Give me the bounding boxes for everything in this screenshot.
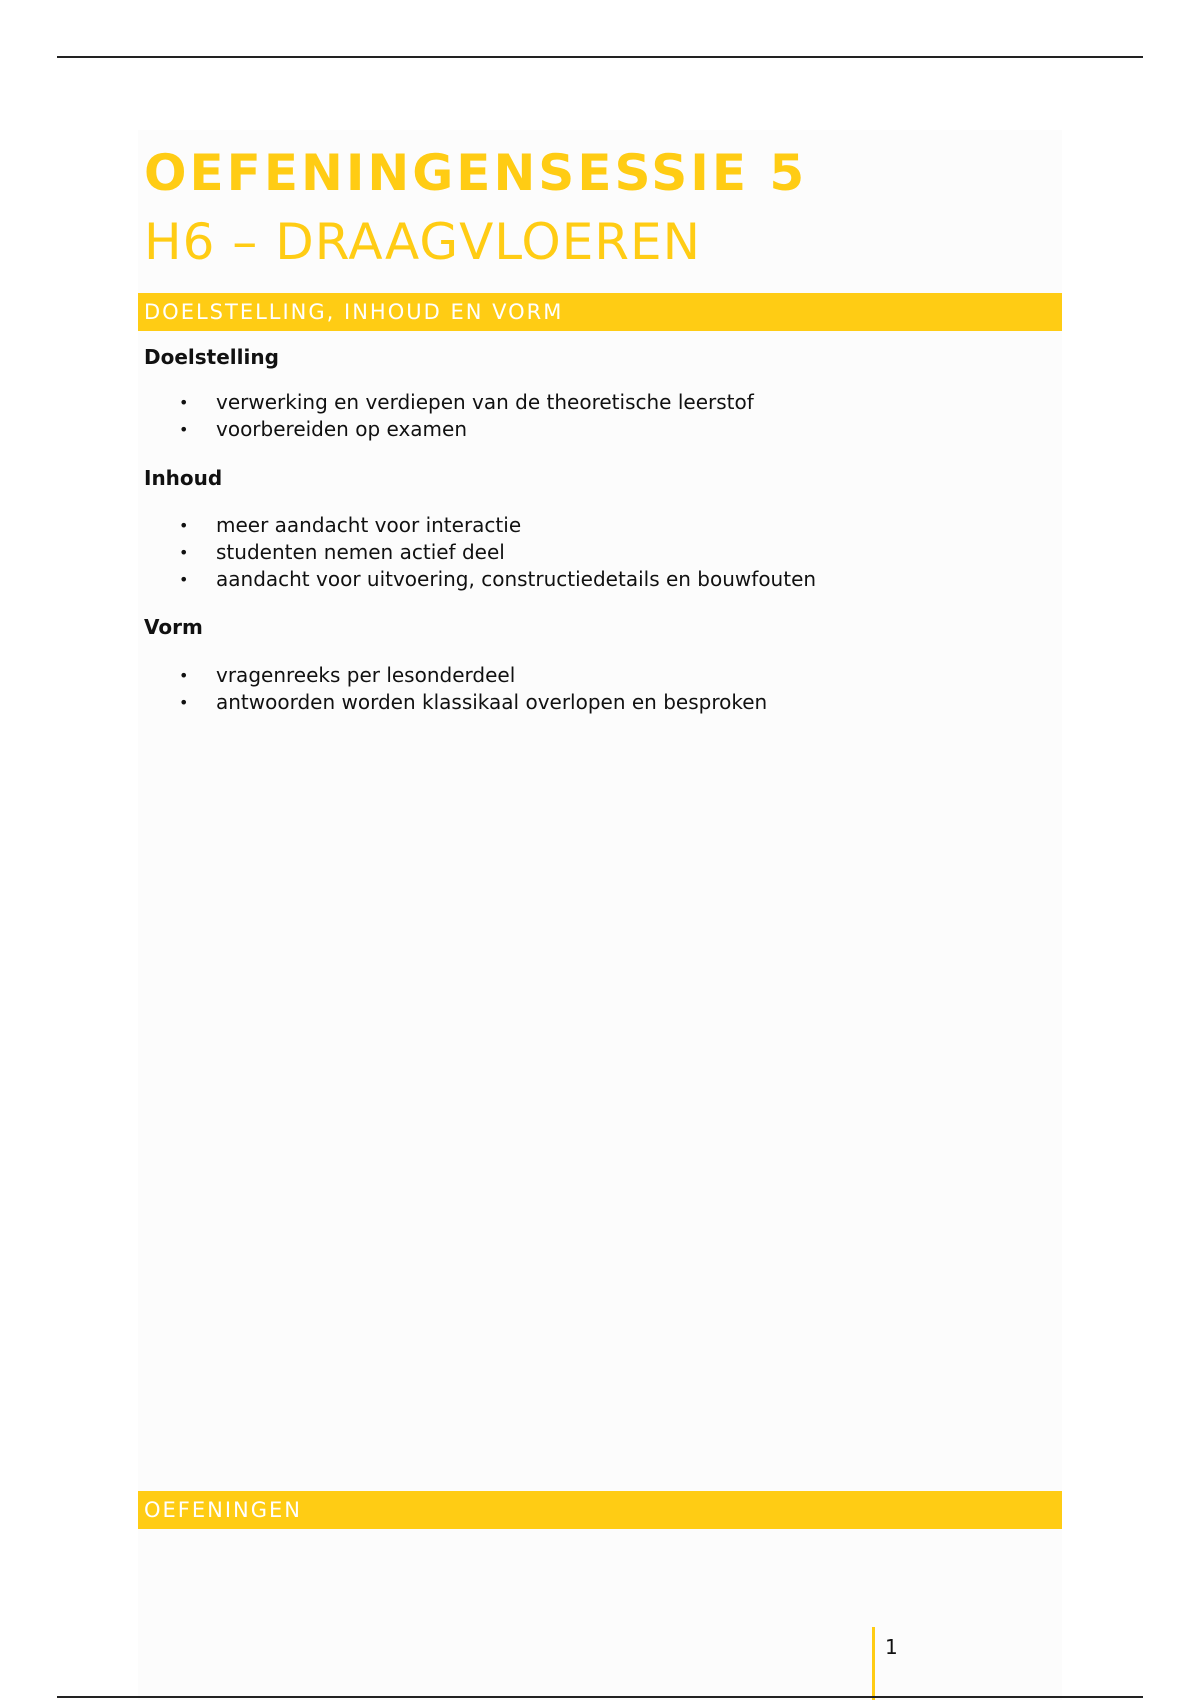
list-item-text: verwerking en verdiepen van de theoretische leerstof <box>216 390 754 414</box>
list-item-text: aandacht voor uitvoering, constructiedetails en bouwfouten <box>216 567 817 591</box>
document-title: OEFENINGENSESSIE 5 <box>144 144 808 202</box>
bottom-rule <box>57 1696 1143 1698</box>
top-rule <box>57 56 1143 58</box>
section-heading: DOELSTELLING, INHOUD EN VORM <box>144 300 564 324</box>
document-subtitle: H6 – DRAAGVLOEREN <box>144 213 702 271</box>
section-heading: OEFENINGEN <box>144 1498 303 1522</box>
subheading-vorm: Vorm <box>144 615 203 639</box>
bullet-icon: • <box>179 543 189 562</box>
footer-accent-bar <box>872 1627 875 1700</box>
list-item-text: vragenreeks per lesonderdeel <box>216 663 516 687</box>
bullet-icon: • <box>179 666 189 685</box>
list-item-text: antwoorden worden klassikaal overlopen en besproken <box>216 690 768 714</box>
subheading-inhoud: Inhoud <box>144 466 223 490</box>
bullet-icon: • <box>179 570 189 589</box>
list-item-text: voorbereiden op examen <box>216 417 468 441</box>
page-number: 1 <box>885 1635 898 1659</box>
subheading-doelstelling: Doelstelling <box>144 345 279 369</box>
bullet-icon: • <box>179 516 189 535</box>
bullet-icon: • <box>179 420 189 439</box>
bullet-icon: • <box>179 693 189 712</box>
section-bar-oefeningen <box>138 1491 1062 1529</box>
list-item-text: meer aandacht voor interactie <box>216 513 522 537</box>
bullet-icon: • <box>179 393 189 412</box>
list-item-text: studenten nemen actief deel <box>216 540 505 564</box>
section-bar-doelstelling <box>138 293 1062 331</box>
